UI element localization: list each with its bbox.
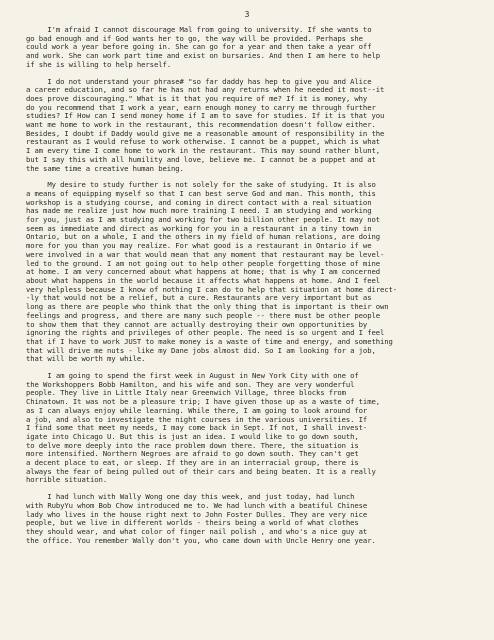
text-line: always the fear of being pulled out of their cars and being beaten. It is a really	[26, 467, 376, 476]
text-line: could work a year before going in. She can go for a year and then take a year off	[26, 43, 372, 52]
text-line: workshop is a studying course, and coming in direct contact with a real situation	[26, 198, 372, 207]
text-line: to show them that they cannot are actually destroying their own opportunities by	[26, 320, 368, 329]
text-line: Ontario, but on a whole, I and the others in my field of human relations, are doing	[26, 233, 380, 242]
text-line: more for you than you may realize. For what good is a restaurant in Ontario if we	[26, 242, 372, 251]
text-line: at home. I am very concerned about what happens at home; that is why I am concerned	[26, 268, 380, 277]
text-line: I find some that meet my needs, I may come back in Sept. If not, I shall invest-	[26, 424, 368, 433]
text-line: the same time a creative human being.	[26, 164, 184, 173]
text-line: that will drive me nuts - like my Dane jobs almost did. So I am looking for a job,	[26, 346, 376, 355]
text-line: but I say this with all humility and love, believe me. I cannot be a puppet and at	[26, 155, 376, 164]
text-line: people. They live in Little Italy near Greenwich Village, three blocks from	[26, 389, 346, 398]
text-line: led to the ground. I am not going out to help other people forgetting those of mine	[26, 259, 380, 268]
text-line: about what happens in the world because it affects what happens at home. And I feel	[26, 276, 380, 285]
letter-paragraph	[26, 78, 476, 174]
text-line: want me home to work in the restaurant, this recommendation doesn't follow either.	[26, 121, 376, 130]
text-line: lady who lives in the house right next to John Foster Dulles. They are very nice	[26, 510, 368, 519]
text-line: if she is willing to help herself.	[26, 60, 172, 69]
text-line: feelings and progress, and there are many such people -- there must be other people	[26, 311, 380, 320]
text-line: a decent place to eat, or sleep. If they are in an interracial group, there is	[26, 459, 359, 468]
text-line: and work. She can work part time and exist on bursaries. And then I am here to help	[26, 52, 380, 61]
text-line: igate into Chicago U. But this is just an idea. I would like to go down south,	[26, 432, 359, 441]
letter-paragraph	[26, 26, 476, 70]
text-line: has made me realize just how much more training I need. I am studying and working	[26, 207, 372, 216]
text-line: a job, and also to investigate the night courses in the various universities. If	[26, 415, 368, 424]
text-line: more intensified. Northern Negroes are afraid to go down south. They can't get	[26, 450, 359, 459]
text-line: horrible situation.	[26, 476, 108, 485]
text-line: I am every time I come home to work in the restaurant. This may sound rather blunt,	[26, 147, 380, 156]
text-line: very helpless because I know of nothing I can do to help that situation at home direct-	[26, 285, 398, 294]
text-line: people, but we live in different worlds - theirs being a world of what clothes	[26, 519, 359, 528]
text-line: to delve more deeply into the race problem down there. There, the situation is	[26, 441, 359, 450]
text-line: that will be worth my while.	[26, 355, 146, 364]
letter-paragraph	[26, 181, 476, 364]
text-line: studies? If How can I send money home if I am to save for studies. If it is that you	[26, 112, 385, 121]
text-line: a means of equipping myself so that I can best serve God and man. This month, this	[26, 189, 376, 198]
letter-paragraph	[26, 493, 476, 545]
text-line: restaurant as I would refuse to work otherwise. I cannot be a puppet, which is what	[26, 138, 380, 147]
text-line: long as there are people who think that the only thing that is important is their own	[26, 303, 389, 312]
text-line: does prove discouraging." What is it that you require of me? If it is money, why	[26, 94, 368, 103]
letter-paragraph	[26, 372, 476, 485]
text-line: that if I have to work JUST to make money is a waste of time and energy, and something	[26, 337, 393, 346]
text-line: I'm afraid I cannot discourage Mal from going to university. If she wants to	[26, 26, 372, 34]
text-line: the Workshoppers Bobb Hamilton, and his wife and son. They are very wonderful	[26, 380, 355, 389]
text-line: for you, just as I am studying and working for two billion other people. It may not	[26, 216, 380, 225]
text-line: ignoring the rights and privileges of other people. The need is so urgent and I feel	[26, 329, 385, 338]
text-line: -ly that would not be a relief, but a cure. Restaurants are very important but as	[26, 294, 372, 303]
text-line: were involved in a war that would mean that any moment that restaurant may be level-	[26, 250, 385, 259]
text-line: Besides, I doubt if Daddy would give me a reasonable amount of responsibility in the	[26, 129, 385, 138]
text-line: the office. You remember Wally don't you, who came down with Uncle Henry one year.	[26, 536, 376, 545]
text-line: seem as immediate and direct as working for you in a restaurant in a tiny town in	[26, 224, 372, 233]
text-line: with RubyYu whom Bob Chow introduced me to. We had lunch with a beatiful Chinese	[26, 501, 368, 510]
text-line: I am going to spend the first week in August in New York City with one of	[26, 372, 359, 381]
letter-body	[26, 26, 476, 553]
text-line: a career education, and so far he has not had any returns when he needed it most--it	[26, 86, 385, 95]
text-line: I had lunch with Wally Wong one day this week, and just today, had lunch	[26, 493, 355, 502]
text-line: My desire to study further is not solely for the sake of studying. It is also	[26, 181, 376, 190]
page-number: 3	[244, 10, 250, 19]
text-line: go bad enough and if God wants her to go, the way will be provided. Perhaps she	[26, 34, 363, 43]
text-line: as I can always enjoy while learning. While there, I am going to look around for	[26, 406, 368, 415]
text-line: I do not understand your phrase# "so far daddy has hep to give you and Alice	[26, 77, 372, 86]
text-line: do you recommend that I work a year, earn enough money to carry me through further	[26, 103, 376, 112]
text-line: Chinatown. It was not be a pleasure trip; I have given those up as a waste of time,	[26, 398, 380, 407]
text-line: they should wear, and what color of finger nail polish , and who's a nice guy at	[26, 527, 368, 536]
